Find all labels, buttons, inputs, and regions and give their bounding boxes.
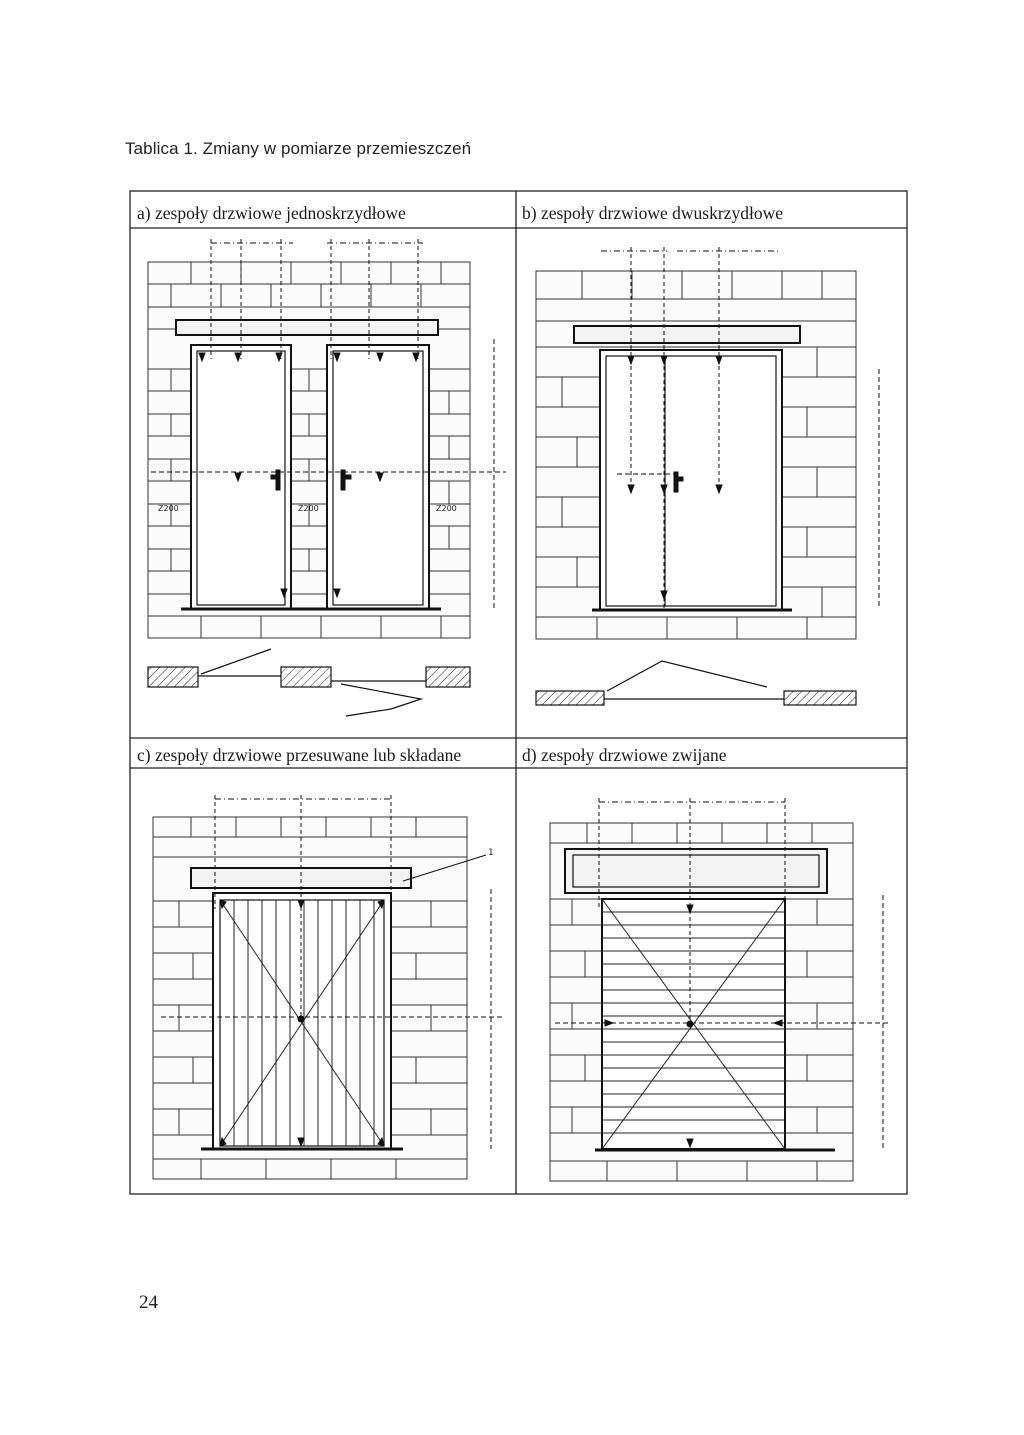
callout-label: 1	[488, 848, 494, 858]
lintel-b	[574, 326, 800, 343]
plan-view-b	[536, 661, 856, 705]
panel-d-drawing	[517, 769, 906, 1193]
lintel-a	[176, 320, 438, 335]
plan-view-a	[148, 649, 470, 716]
dim-label-left: Z200	[158, 504, 179, 513]
lintel-c	[191, 868, 411, 888]
roller-box-d	[565, 849, 827, 893]
panel-a-label: a) zespoły drzwiowe jednoskrzydłowe	[137, 203, 406, 223]
panel-c-label: c) zespoły drzwiowe przesuwane lub składane	[137, 745, 462, 765]
callout-c	[488, 848, 494, 858]
panel-d-label: d) zespoły drzwiowe zwijane	[522, 745, 727, 765]
panel-c-drawing	[131, 769, 515, 1193]
dim-label-right: Z200	[436, 504, 457, 513]
page-number: 24	[139, 1292, 158, 1313]
panel-b-label: b) zespoły drzwiowe dwuskrzydłowe	[522, 203, 783, 223]
page-title: Tablica 1. Zmiany w pomiarze przemieszczeń	[125, 139, 472, 158]
panel-a-drawing	[131, 229, 515, 737]
panel-b-drawing	[517, 229, 906, 737]
door-frame-b	[600, 350, 782, 610]
dim-label-mid: Z200	[298, 504, 319, 513]
